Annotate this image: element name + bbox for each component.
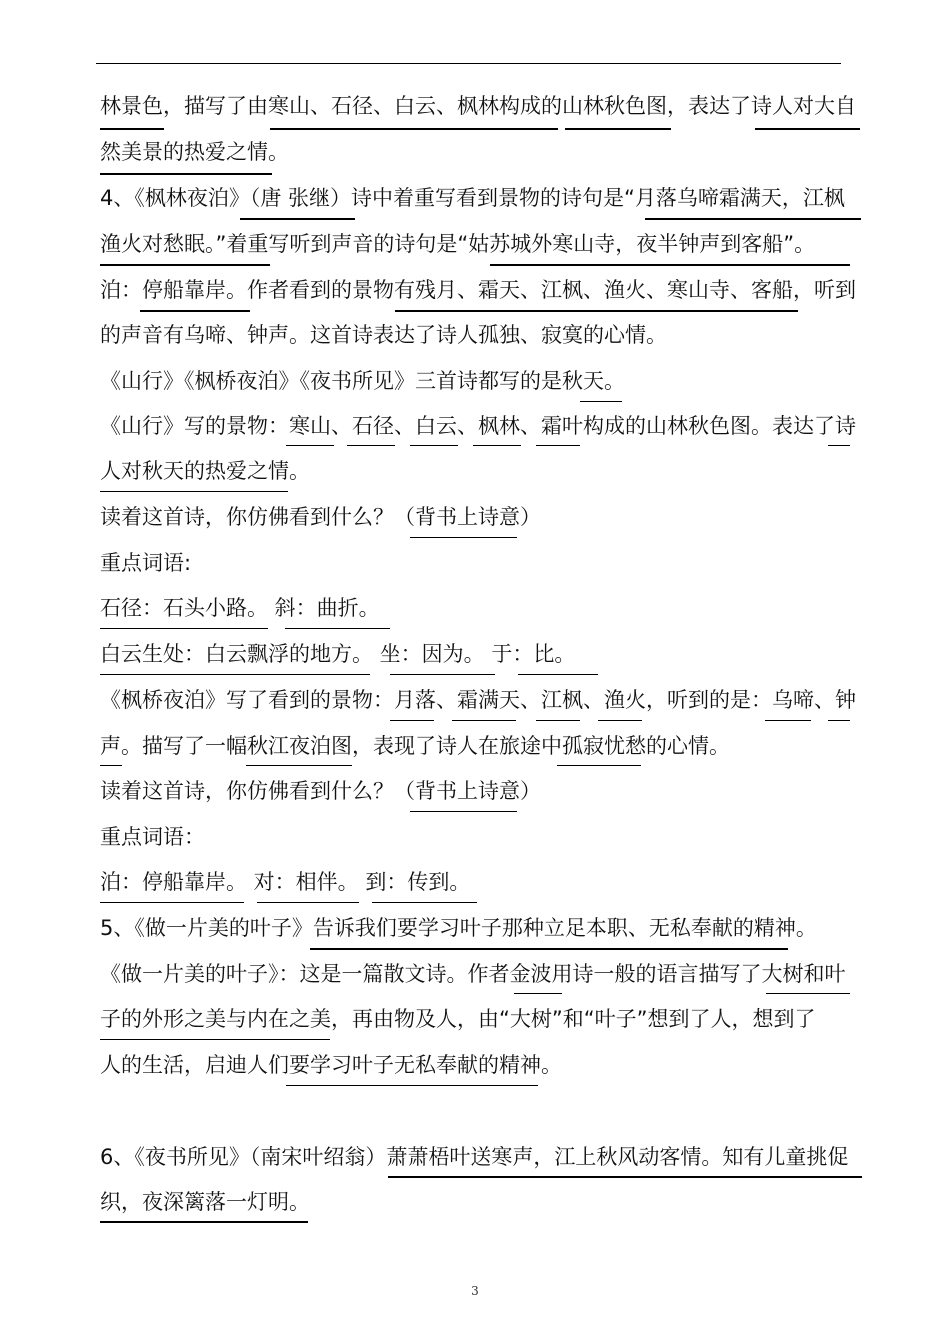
- text-line-9: 人对秋天的热爱之情。: [100, 459, 310, 483]
- underline: [100, 264, 270, 266]
- underline: [410, 811, 517, 812]
- underline: [410, 445, 458, 446]
- underline: [766, 993, 850, 994]
- underline: [100, 491, 288, 492]
- underline: [388, 1176, 862, 1178]
- underline: [828, 445, 850, 446]
- underline: [557, 765, 641, 766]
- underline: [240, 218, 355, 220]
- underline: [828, 720, 850, 721]
- text-line-6: 的声音有乌啼、钟声。这首诗表达了诗人孤独、寂寞的心情。: [100, 323, 667, 347]
- underline: [580, 401, 622, 402]
- text-line-17: 重点词语：: [100, 825, 205, 849]
- text-line-2: 然美景的热爱之情。: [100, 140, 289, 164]
- underline: [100, 674, 370, 675]
- underline: [452, 720, 516, 721]
- text-line-10: 读着这首诗，你仿佛看到什么？（背书上诗意）: [100, 505, 541, 529]
- underline: [514, 993, 562, 994]
- underline: [755, 128, 860, 130]
- text-line-5: 泊：停船靠岸。作者看到的景物有残月、霜天、江枫、渔火、寒山寺、客船，听到: [100, 278, 856, 302]
- underline: [598, 720, 642, 721]
- underline: [372, 902, 477, 903]
- page-number: 3: [471, 1284, 479, 1298]
- underline: [390, 720, 434, 721]
- text-line-23: 6、《夜书所见》（南宋叶绍翁）萧萧梧叶送寒声，江上秋风动客情。知有儿童挑促: [100, 1145, 849, 1169]
- underline: [645, 218, 861, 220]
- underline: [536, 445, 580, 446]
- underline: [285, 628, 390, 629]
- underline: [100, 628, 268, 629]
- underline: [257, 902, 359, 903]
- text-line-18: 泊：停船靠岸。 对：相伴。 到：传到。: [100, 870, 471, 894]
- text-line-13: 白云生处：白云飘浮的地方。 坐：因为。 于：比。: [100, 642, 576, 666]
- underline: [286, 445, 334, 446]
- underline: [473, 445, 521, 446]
- underline: [100, 128, 164, 130]
- text-line-14: 《枫桥夜泊》写了看到的景物：月落、霜满天、江枫、渔火，听到的是：乌啼、钟: [100, 688, 856, 712]
- text-line-16: 读着这首诗，你仿佛看到什么？（背书上诗意）: [100, 779, 541, 803]
- text-line-19: 5、《做一片美的叶子》告诉我们要学习叶子那种立足本职、无私奉献的精神。: [100, 916, 817, 940]
- underline: [270, 128, 558, 130]
- underline: [490, 264, 850, 266]
- header-rule: [96, 63, 841, 64]
- text-line-1: 林景色，描写了由寒山、石径、白云、枫林构成的山林秋色图，表达了诗人对大自: [100, 94, 856, 118]
- text-line-4: 渔火对愁眠。”着重写听到声音的诗句是“姑苏城外寒山寺，夜半钟声到客船”。: [100, 232, 816, 256]
- underline: [565, 128, 671, 130]
- text-line-20: 《做一片美的叶子》：这是一篇散文诗。作者金波用诗一般的语言描写了大树和叶: [100, 962, 846, 986]
- text-line-3: 4、《枫林夜泊》（唐 张继）诗中着重写看到景物的诗句是“月落乌啼霜满天，江枫: [100, 186, 845, 210]
- underline: [100, 1221, 308, 1223]
- text-line-21: 子的外形之美与内在之美，再由物及人，由“大树”和“叶子”想到了人，想到了: [100, 1007, 816, 1031]
- underline: [536, 720, 580, 721]
- underline: [100, 173, 272, 175]
- text-line-24: 织，夜深篱落一灯明。: [100, 1190, 310, 1214]
- underline: [395, 310, 798, 312]
- text-line-11: 重点词语:: [100, 551, 192, 575]
- underline: [100, 902, 244, 903]
- text-line-22: 人的生活，启迪人们要学习叶子无私奉献的精神。: [100, 1053, 562, 1077]
- underline: [310, 948, 788, 950]
- underline: [347, 445, 395, 446]
- text-line-7: 《山行》《枫桥夜泊》《夜书所见》三首诗都写的是秋天。: [100, 369, 625, 393]
- text-line-8: 《山行》写的景物：寒山、石径、白云、枫林、霜叶构成的山林秋色图。表达了诗: [100, 414, 856, 438]
- text-line-12: 石径：石头小路。 斜：曲折。: [100, 596, 380, 620]
- underline: [765, 720, 811, 721]
- underline: [286, 1085, 538, 1086]
- underline: [518, 674, 598, 675]
- underline: [100, 1039, 330, 1040]
- underline: [246, 765, 352, 766]
- underline: [140, 310, 250, 312]
- underline: [100, 765, 122, 766]
- text-line-15: 声。描写了一幅秋江夜泊图，表现了诗人在旅途中孤寂忧愁的心情。: [100, 734, 730, 758]
- underline: [410, 537, 517, 538]
- underline: [390, 674, 495, 675]
